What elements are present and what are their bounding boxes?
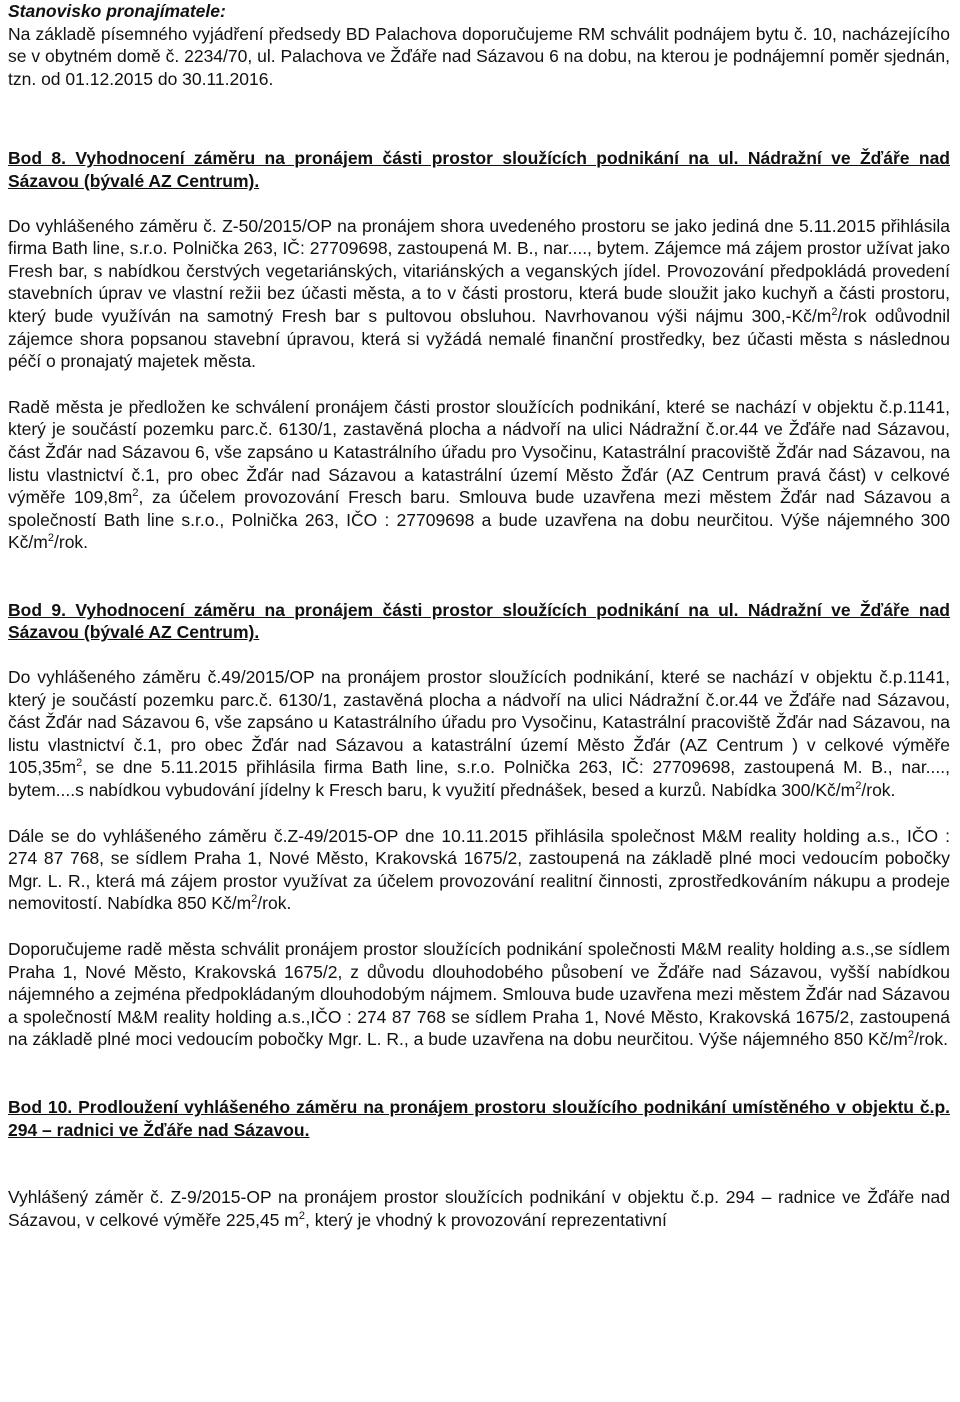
- bod8-heading: Bod 8. Vyhodnocení záměru na pronájem části prostor sloužících podnikání na ul. Nádražní ve Žďáře nad Sázavou (bývalé AZ Centrum).: [8, 148, 950, 191]
- bod10-paragraph-1: [8, 1186, 950, 1231]
- bod9-p2-superscript: 2: [251, 893, 258, 906]
- bod9-p1-superscript-2: 2: [855, 780, 862, 793]
- stance-title: Stanovisko pronajímatele:: [8, 1, 226, 21]
- bod9-p1-text-a: Do vyhlášeného záměru č.49/2015/OP na pronájem prostor sloužících podnikání, které se nachází v objektu č.p.1141, který je součástí pozemku parc.č. 6130/1, zastavěná plocha a nádvoří na ulici Nádražní č.or.44 ve Žďáře nad Sázavou, část Žďár nad Sázavou 6, vše zapsáno u Katastrálního úřadu pro Vysočinu, Katastrální pracoviště Žďár nad Sázavou, na listu vlastnictví č.1, pro obec Žďár nad Sázavou a katastrální území Město Žďár (AZ Centrum ) v celkové výměře 105,35m: [8, 667, 950, 778]
- bod8-p2-text-c: /rok.: [54, 532, 89, 553]
- bod8-p2-superscript-1: 2: [132, 487, 139, 500]
- stance-paragraph: Na základě písemného vyjádření předsedy BD Palachova doporučujeme RM schválit podnájem bytu č. 10, nacházejícího se v obytném domě č. 2234/70, ul. Palachova ve Žďáře nad Sázavou 6 na dobu, na kterou je podnájemní poměr sjednán, tzn. od 01.12.2015 do 30.11.2016.: [8, 23, 950, 89]
- bod10-heading: Bod 10. Prodloužení vyhlášeného záměru na pronájem prostoru sloužícího podnikání umístěného v objektu č.p. 294 – radnici ve Žďáře nad Sázavou.: [8, 1096, 950, 1140]
- bod9-p2-text-a: Dále se do vyhlášeného záměru č.Z-49/2015-OP dne 10.11.2015 přihlásila společnost M&M reality holding a.s., IČO : 274 87 768, se sídlem Praha 1, Nové Město, Krakovská 1675/2, zastoupená na základě plné moci vedoucím pobočky Mgr. L. R., která má zájem prostor využívat za účelem provozování realitní činnosti, zprostředkováním nákupu a prodeje nemovitostí. Nabídka 850 Kč/m: [8, 825, 950, 914]
- bod8-p1-text-a: Do vyhlášeného záměru č. Z-50/2015/OP na pronájem shora uvedeného prostoru se jako jediná dne 5.11.2015 přihlásila firma Bath line, s.r.o. Polnička 263, IČ: 27709698, zastoupená M. B., nar...., bytem. Zájemce má zájem prostor užívat jako Fresh bar, s nabídkou čerstvých vegetariánských, vitariánských a veganských jídel. Provozování předpokládá provedení stavebních úprav ve vlastní režii bez účasti města, a to v části prostoru, která bude sloužit jako kuchyň a části prostoru, který bude využíván na samotný Fresh bar s pultovou obsluhou. Navrhovanou výši nájmu 300,-Kč/m: [8, 215, 950, 326]
- bod8-p1-superscript: 2: [831, 306, 838, 319]
- bod9-paragraph-3: [8, 938, 950, 1051]
- bod9-p2-text-b: /rok.: [257, 893, 292, 914]
- bod9-heading: Bod 9. Vyhodnocení záměru na pronájem části prostor sloužících podnikání na ul. Nádražní ve Žďáře nad Sázavou (bývalé AZ Centrum).: [8, 599, 950, 643]
- bod8-paragraph-1: [8, 215, 950, 373]
- bod9-p3-text-b: /rok.: [913, 1029, 949, 1050]
- bod9-p3-superscript: 2: [907, 1029, 914, 1042]
- bod9-p1-text-b: , se dne 5.11.2015 přihlásila firma Bath line, s.r.o. Polnička 263, IČ: 27709698, zastoupená M. B., nar...., bytem....s nabídkou vybudování jídelny k Fresch baru, k využití přednášek, besed a kurzů. Nabídka 300/Kč/m: [8, 757, 950, 801]
- bod9-paragraph-1: [8, 666, 950, 802]
- bod8-p2-text-b: , za účelem provozování Fresch baru. Smlouva bude uzavřena mezi městem Žďár nad Sázavou a společností Bath line s.r.o., Polnička 263, IČO : 27709698 a bude uzavřena na dobu neurčitou. Výše nájemného 300 Kč/m: [8, 487, 950, 553]
- bod8-paragraph-2: [8, 396, 950, 554]
- bod9-p1-superscript-1: 2: [76, 757, 83, 770]
- bod10-p1-text-b: , který je vhodný k provozování reprezentativní: [304, 1209, 667, 1230]
- bod10-p1-superscript: 2: [298, 1209, 305, 1222]
- bod8-p2-text-a: Radě města je předložen ke schválení pronájem části prostor sloužících podnikání, které se nachází v objektu č.p.1141, který je součástí pozemku parc.č. 6130/1, zastavěná plocha a nádvoří na ulici Nádražní č.or.44 ve Žďáře nad Sázavou, část Žďár nad Sázavou 6, vše zapsáno u Katastrálního úřadu pro Vysočinu, Katastrální pracoviště Žďár nad Sázavou, na listu vlastnictví č.1, pro obec Žďár nad Sázavou a katastrální území Město Žďár (AZ Centrum pravá část) v celkové výměře 109,8m: [8, 396, 950, 508]
- bod9-p1-text-c: /rok.: [861, 780, 896, 801]
- bod10-p1-text-a: Vyhlášený záměr č. Z-9/2015-OP na pronájem prostor sloužících podnikání v objektu č.p. 294 – radnice ve Žďáře nad Sázavou, v celkové výměře 225,45 m: [8, 1187, 950, 1230]
- bod8-p2-superscript-2: 2: [47, 532, 54, 545]
- bod9-p3-text-a: Doporučujeme radě města schválit pronájem prostor sloužících podnikání společnosti M&M reality holding a.s.,se sídlem Praha 1, Nové Město, Krakovská 1675/2, z důvodu dlouhodobého působení ve Žďáře nad Sázavou, vyšší nabídkou nájemného a zejména předpokládaným dlouhodobým nájmem. Smlouva bude uzavřena mezi městem Žďár nad Sázavou a společností M&M reality holding a.s.,IČO : 274 87 768 se sídlem Praha 1, Nové Město, Krakovská 1675/2, zastoupená na základě plné moci vedoucím pobočky Mgr. L. R., a bude uzavřena na dobu neurčitou. Výše nájemného 850 Kč/m: [8, 939, 950, 1050]
- bod8-p1-text-b: /rok odůvodnil zájemce shora popsanou stavební úpravou, která si vyžádá nemalé finanční prostředky, bez účasti města s následnou péčí o pronajatý majetek města.: [8, 305, 950, 372]
- bod9-paragraph-2: [8, 825, 950, 915]
